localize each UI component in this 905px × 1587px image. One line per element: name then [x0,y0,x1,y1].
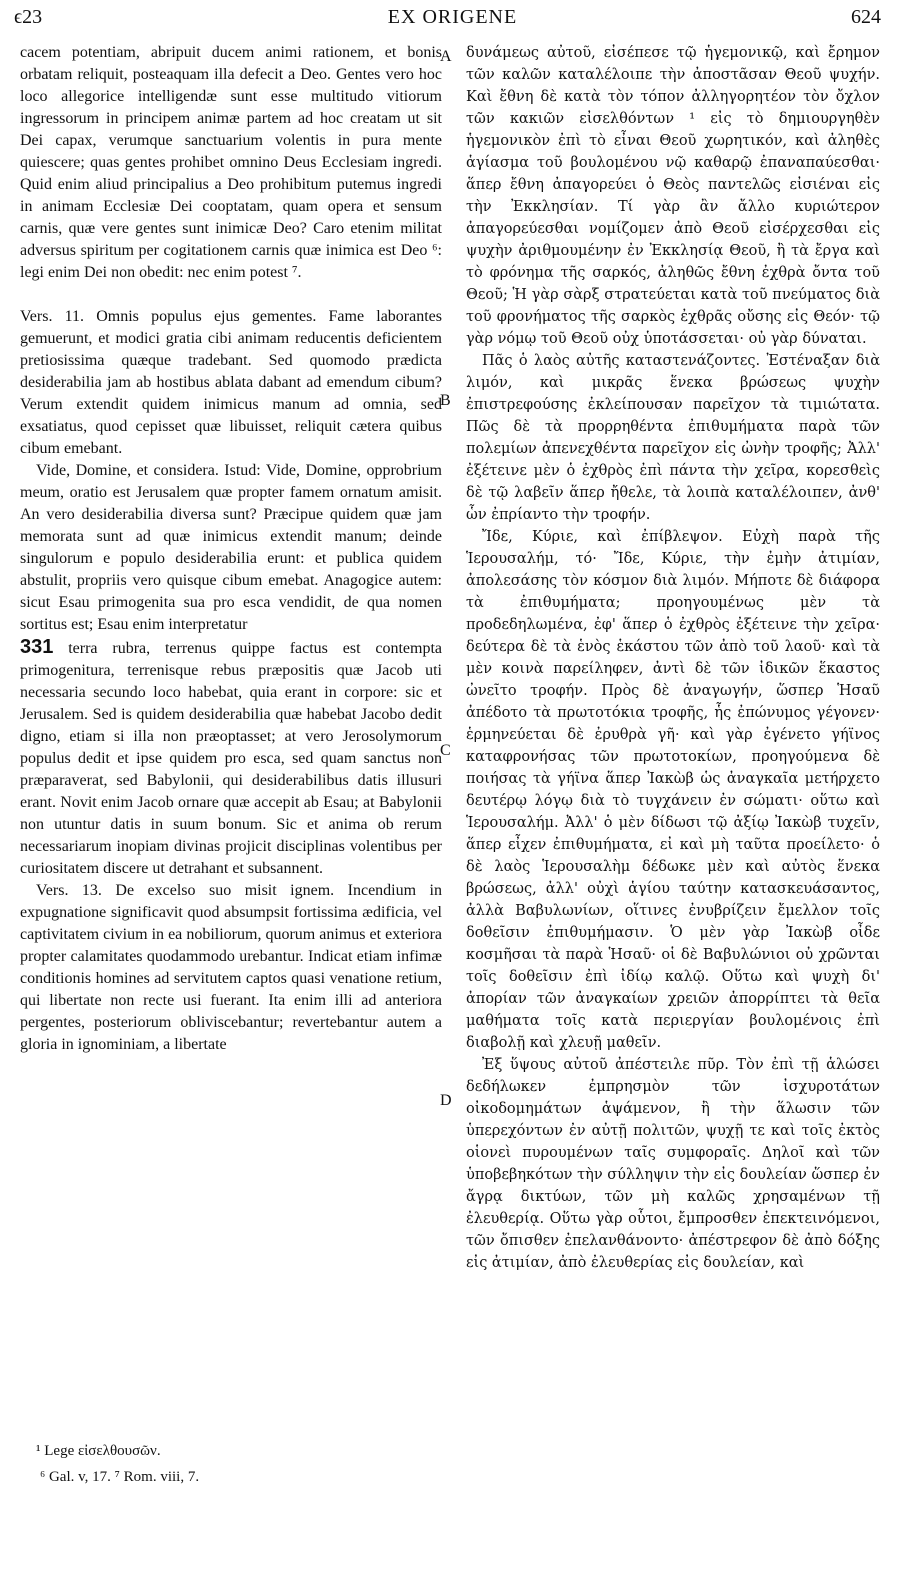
latin-paragraph-1: cacem potentiam, abripuit ducem animi rationem, et bonis orbatam reliquit, posteaquam illa defecit a Deo. Gentes vero hoc loco allegorice intelligendæ sunt esse multitudo vitiorum ingressorum in principem animæ partem ad hoc creatam ut sit Dei capax, verumque sanctuarium volentis in pura mente quiescere; quas gentes prohibet omnino Deus Ecclesiam ingredi. Quid enim aliud principalius a Deo prohibitum putemus ingredi in animam Ecclesiæ Dei cooptatam, quam opera et sensum carnis, quæ vere gentes sunt inimicæ Deo? Caro etenim militat adversus spiritum per cogitationem carnis quæ inimica est Deo ⁶: legi enim Dei non obedit: nec enim potest ⁷. [20,44,442,281]
column-number: 331 [20,636,54,658]
page-number-left: ϵ23 [14,6,43,28]
latin-paragraph-4-text: terra rubra, terrenus quippe factus est contempta primogenitura, terrenisque rebus præpositis quæ Jacob uti necessaria secundo loco habebat, quia erant in corpore: sic et Jerusalem. Sed is quidem desiderabilia quæ habebat Jacobo dedit digno, etiam si illa non præoptasset; at vero Jerosolymorum populus dedit et ipse quidem pro esca, sed quam sanctus non præparaverat, sed Babylonii, qui desiderabilibus datis illusuri erant. Novit enim Jacob ornare quæ accepit ab Esau; at Babylonii non utuntur datis in suum bonum. Sic et anima ob rerum necessariarum inopiam divinas projicit disciplinas volentibus per curiositatem discere ut detrahant et subsannent. [20,640,442,877]
latin-paragraph-2: Vers. 11. Omnis populus ejus gementes. Fame laborantes gemuerunt, et modici gratia cibi animam reducentis deficientem pretiosissima quæque tradebant. Sed quomodo prædicta desiderabilia jam ab hostibus ablata dabant ad emendum cibum? Verum extendit quidem inimicus manum ad omnia, sed exsatiatus, quod cepisset quæ libuisset, reliquit cætera quibus cibum emebant. [20,308,442,457]
footnote-greek: ¹ Lege εἰσελθουσῶν. [36,1443,161,1459]
greek-paragraph-2: Πᾶς ὁ λαὸς αὐτῆς καταστενάζοντες. Ἐστέναξαν διὰ λιμόν, καὶ μικρᾶς ἕνεκα βρώσεως ψυχὴν ἐπιστρεφούσης ἐκλείπουσαν παρεῖχον τὰ τιμιώτατα. Πῶς δὲ τὰ προρρηθέντα ἐπιθυμήματα παρὰ τῶν πολεμίων ἀπενεχθέντα παρεῖχον εἰς ὠνὴν τροφῆς; Ἀλλ' ἐξέτεινε μὲν ὁ ἐχθρὸς ἐπὶ πάντα τὴν χεῖρα, κορεσθεὶς δὲ τῷ λαβεῖν ἅπερ ἤθελε, τὰ λοιπὰ καταλέλοιπεν, ἀνθ' ὧν ἐπρίαντο τὴν τροφήν. [466,353,880,523]
footnotes [36,1438,456,1490]
page-header [0,6,905,36]
latin-column [20,42,442,1056]
greek-column [466,42,880,1274]
running-title: EX ORIGENE [387,6,518,28]
page-number-right: 624 [851,6,881,28]
latin-paragraph-3: Vide, Domine, et considera. Istud: Vide, Domine, opprobrium meum, oratio est Jerusalem quæ propter famem ornatum amisit. An vero desiderabilia diversa sunt? Præcipue quidem quæ jam memorata sunt ad quæ inimicus extendit manum; deinde singulorum e populo desiderabilia erunt: et publica quidem abstulit, propriis vero quisque cibum emebat. Anagogice autem: sicut Esau primogenita sua pro esca vendidit, de qua nomen sortitus est; Esau enim interpretatur [20,462,442,633]
margin-letter-b: B [440,392,451,409]
greek-paragraph-4: Ἐξ ὕψους αὐτοῦ ἀπέστειλε πῦρ. Τὸν ἐπὶ τῇ ἁλώσει δεδήλωκεν ἐμπρησμὸν τῶν ἰσχυροτάτων οἰκοδομημάτων ἁψάμενον, ἢ τὴν ἅλωσιν τῶν ὑπερεχόντων ἐν αὐτῇ πολιτῶν, ψυχῇ τε καὶ τοῖς ἐκτὸς οἱονεὶ πυρουμένων ταῖς συμφοραῖς. Δηλοῖ καὶ τῶν ὑποβεβηκότων τὴν σύλληψιν τὴν εἰς δουλείαν ὥσπερ ἐν ἄγρᾳ δικτύων, τῶν μὴ καλῶς χρησαμένων τῇ ἐλευθερίᾳ. Οὕτω γὰρ οὗτοι, ἔμπροσθεν ἐπεκτεινόμενοι, τῶν ὄπισθεν ἐπελανθάνοντο· ἀπέστρεφον δὲ ἀπὸ δόξης εἰς ἀτιμίαν, ἀπὸ ἐλευθερίας εἰς δουλείαν, καὶ [466,1057,880,1271]
margin-letter-c: C [440,742,451,759]
greek-paragraph-1: δυνάμεως αὐτοῦ, εἰσέπεσε τῷ ἡγεμονικῷ, καὶ ἔρημον τῶν καλῶν καταλέλοιπε τὴν ἀποστᾶσαν Θεοῦ ψυχήν. Καὶ ἔθνη δὲ κατὰ τὸν τόπον ἀλληγορητέον τὸν ὄχλον τῶν κακιῶν εἰσελθόντων ¹ εἰς τὸ δημιουργηθὲν ἡγεμονικὸν ἐπὶ τὸ εἶναι Θεοῦ χωρητικόν, καὶ ἀληθὲς ἁγίασμα τοῦ βουλομένου νῷ καθαρῷ ἐπαναπαύεσθαι· ἅπερ ἔθνη ἀπαγορεύει ὁ Θεὸς παντελῶς εἰσιέναι εἰς τὴν Ἐκκλησίαν. Τί γὰρ ἂν ἄλλο κυριώτερον ἀπαγορεύεσθαι νομίζομεν ἀπὸ Θεοῦ εἰσέρχεσθαι εἰς ψυχὴν ἀριθμουμένην ἐν Ἐκκλησίᾳ Θεοῦ, ἢ τὰ ἔργα καὶ τὸ φρόνημα τῆς σαρκός, ἀληθῶς ἔθνη ἐχθρὰ ὄντα τοῦ Θεοῦ; Ἡ γὰρ σὰρξ στρατεύεται κατὰ τοῦ πνεύματος διὰ τοῦ φρονήματος τῆς σαρκὸς ἐχθρᾶς οὔσης εἰς Θεόν· τῷ γὰρ νόμῳ τοῦ Θεοῦ οὐχ ὑποτάσσεται· οὐ γὰρ δύναται. [466,45,880,347]
margin-letter-a: A [440,48,452,65]
greek-paragraph-3: Ἴδε, Κύριε, καὶ ἐπίβλεψον. Εὐχὴ παρὰ τῆς Ἱερουσαλήμ, τό· Ἴδε, Κύριε, τὴν ἐμὴν ἀτιμίαν, ἀπολεσάσης τὸν κόσμον διὰ λιμόν. Μήποτε δὲ διάφορα τὰ ἐπιθυμήματα; προηγουμένως μὲν τὰ προδεδηλωμένα, ἐφ' ἅπερ ὁ ἐχθρὸς ἐξέτεινε τὴν χεῖρα· δεύτερα δὲ τὰ ἑνὸς ἑκάστου τῶν ἀπὸ τοῦ λαοῦ· καὶ τὰ μὲν κοινὰ παρείληφεν, ἀντὶ δὲ τῶν ἰδικῶν ἕκαστος ὠνεῖτο τροφήν. Πρὸς δὲ ἀναγωγήν, ὥσπερ Ἡσαῦ ἀπέδοτο τὰ πρωτοτόκια τροφῆς, ἧς ἐπώνυμος γέγονεν· ἑρμηνεύεται δὲ ἐρυθρὰ γῆ· καὶ γὰρ ἐγένετο γήϊνος καταφρονήσας τῶν πρωτοτοκίων, προηγούμενα δὲ ποιήσας τὰ γήϊνα ἅπερ Ἰακὼβ ὡς ἀναγκαῖα μετήρχετο δευτέρῳ λόγῳ διὰ τὸ τυγχάνειν ἐν σώματι· οὕτω καὶ Ἱερουσαλήμ. Ἀλλ' ὁ μὲν δίδωσι τῷ ἀξίῳ Ἰακὼβ τυχεῖν, ἅπερ εἶχεν ἐπιθυμήματα, εἰ καὶ μὴ ταῦτα προείλετο· ὁ δὲ λαὸς Ἱερουσαλὴμ δέδωκε μὲν καὶ αὐτὸς ἕνεκα βρώσεως, ἀλλ' οὐχὶ ἁγίου ταύτην κατασκευάσαντος, ἀλλὰ Βαβυλωνίων, οἵτινες ἐνυβρίζειν ἔμελλον τοῖς δοθεῖσιν ἐπιθυμήμασιν. Ὁ μὲν γὰρ Ἰακὼβ οἶδε κοσμῆσαι τὰ παρὰ Ἡσαῦ· οἱ δὲ Βαβυλώνιοι οὐ χρῶνται τοῖς δοθεῖσιν ἐπὶ ἰδίῳ καλῷ. Οὕτω καὶ ψυχὴ δι' ἀπορίαν τῶν ἀναγκαίων χρειῶν ἀπορρίπτει τὰ θεῖα μαθήματα τοῖς κατὰ περιεργίαν βουλομένοις ἐπὶ διαβολῇ καὶ χλευῇ μαθεῖν. [466,529,880,1051]
footnote-latin-refs: ⁶ Gal. v, 17. ⁷ Rom. viii, 7. [40,1469,200,1485]
latin-paragraph-5: Vers. 13. De excelso suo misit ignem. Incendium in expugnatione significavit quod absumpsit fortissima ædificia, vel captivitatem civium in ea nobiliorum, quorum animus et exteriora propter calamitates quodammodo urebantur. Indicat etiam infimæ conditionis homines ad servitutem captos quasi venatione retium, qui libertate non recte usi fuerant. Ita enim illi ad anteriora pergentes, posteriorum obliviscebantur; revertebantur autem a gloria in ignominiam, a libertate [20,882,442,1053]
latin-paragraph-4 [20,636,442,880]
margin-letter-d: D [440,1092,452,1109]
